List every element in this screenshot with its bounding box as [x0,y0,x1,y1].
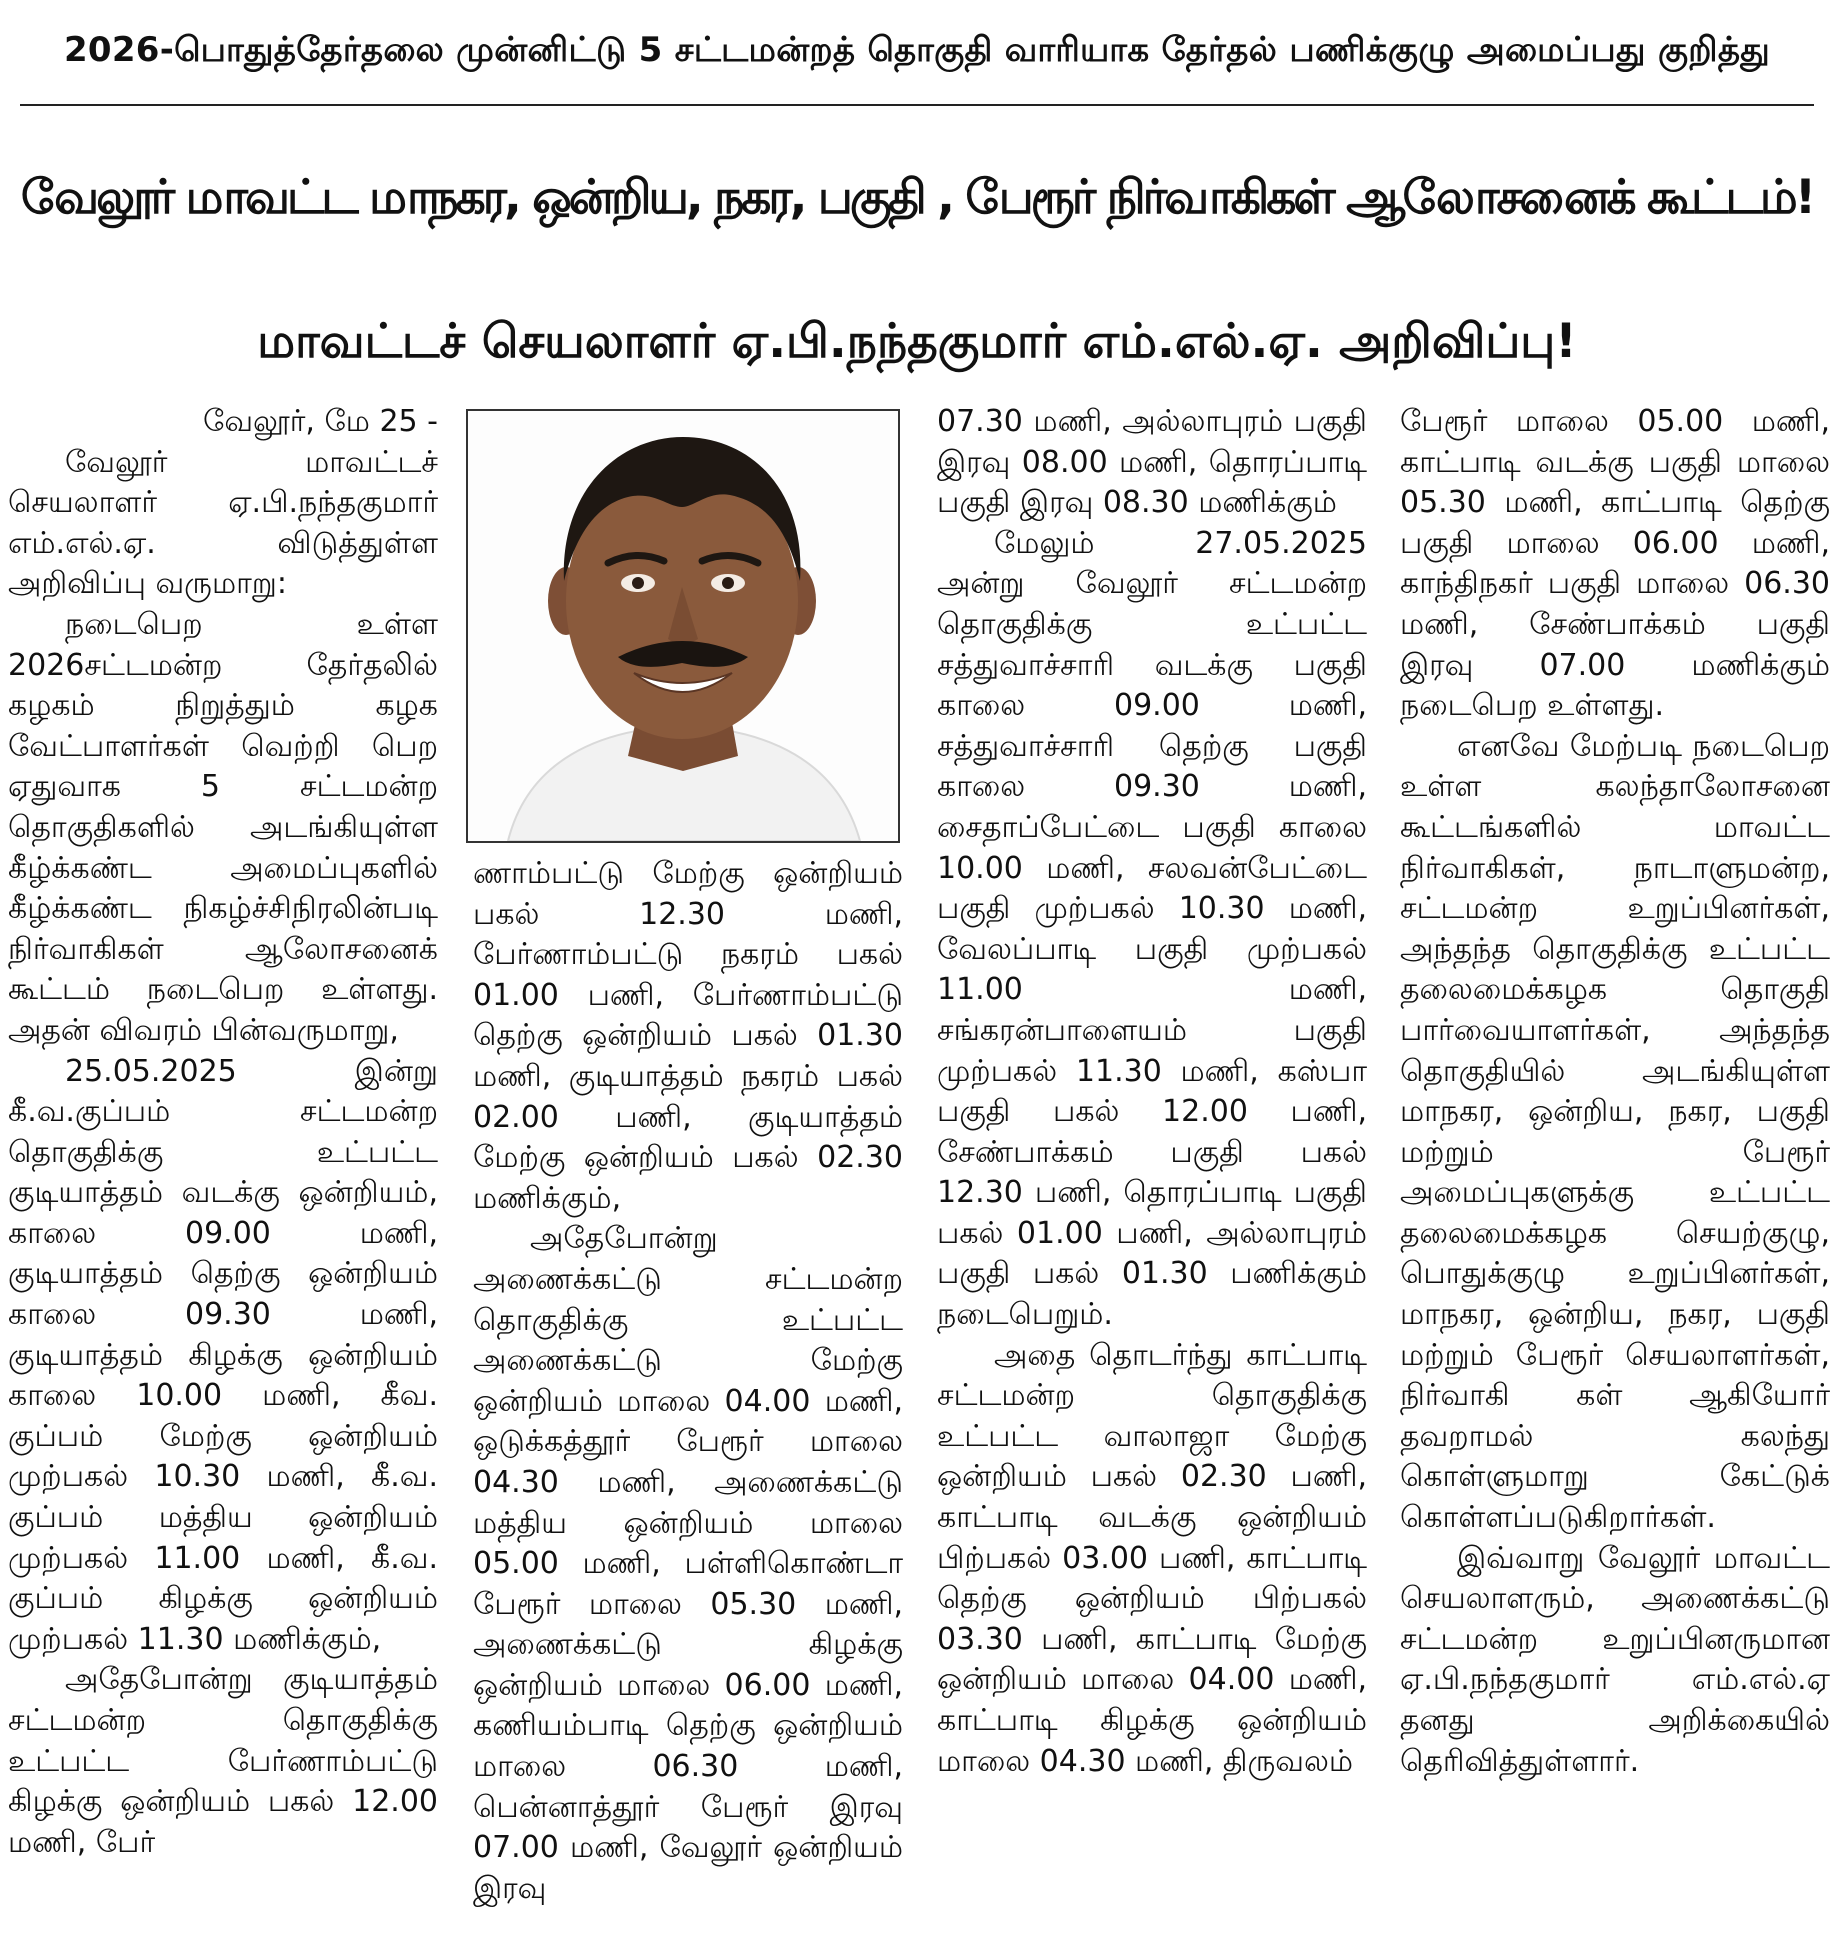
paragraph: நடைபெற உள்ள 2026சட்டமன்ற தேர்தலில் கழகம் நிறுத்தும் கழக வேட்பாளர்கள் வெற்றி பெற ஏதுவாக 5 சட்டமன்ற தொகுதிகளில் அடங்கியுள்ள கீழ்க்கண்ட அமைப்புகளில் கீழ்க்கண்ட நிகழ்ச்சிநிரலின்படி நிர்வாகிகள் ஆலோசனைக் கூட்டம் நடைபெற உள்ளது. அதன் விவரம் பின்வருமாறு, [8,606,438,1048]
paragraph: பேரூர் மாலை 05.00 மணி, காட்பாடி வடக்கு பகுதி மாலை 05.30 மணி, காட்பாடி தெற்கு பகுதி மாலை 06.00 மணி, காந்திநகர் பகுதி மாலை 06.30 மணி, சேண்பாக்கம் பகுதி இரவு 07.00 மணிக்கும் நடைபெற உள்ளது. [1400,404,1830,724]
paragraph: அதேபோன்று அணைக்கட்டு சட்டமன்ற தொகுதிக்கு உட்பட்ட அணைக்கட்டு மேற்கு ஒன்றியம் மாலை 04.00 மணி, ஒடுக்கத்தூர் பேரூர் மாலை 04.30 மணி, அணைக்கட்டு மத்திய ஒன்றியம் மாலை 05.00 மணி, பள்ளிகொண்டா பேரூர் மாலை 05.30 மணி, அணைக்கட்டு கிழக்கு ஒன்றியம் மாலை 06.00 மணி, கணியம்பாடி தெற்கு ஒன்றியம் மாலை 06.30 மணி, பென்னாத்தூர் பேரூர் இரவு 07.00 மணி, வேலூர் ஒன்றியம் இரவு [473,1221,903,1906]
paragraph: அதை தொடர்ந்து காட்பாடி சட்டமன்ற தொகுதிக்கு உட்பட்ட வாலாஜா மேற்கு ஒன்றியம் பகல் 02.30 பணி, காட்பாடி வடக்கு ஒன்றியம் பிற்பகல் 03.00 பணி, காட்பாடி தெற்கு ஒன்றியம் பிற்பகல் 03.30 பணி, காட்பாடி மேற்கு ஒன்றியம் மாலை 04.00 மணி, காட்பாடி கிழக்கு ஒன்றியம் மாலை 04.30 மணி, திருவலம் [937,1337,1367,1779]
person-portrait-icon [468,411,898,841]
article-column-3 [937,402,1367,1942]
article-column-4 [1400,402,1830,1942]
main-headline: வேலூர் மாவட்ட மாநகர, ஒன்றிய, நகர, பகுதி , பேரூர் நிர்வாகிகள் ஆலோசனைக் கூட்டம்! [20,169,1814,225]
portrait-photo [466,409,900,843]
article-column-1 [8,402,438,1942]
paragraph: அதேபோன்று குடியாத்தம் சட்டமன்ற தொகுதிக்கு உட்பட்ட பேர்ணாம்பட்டு கிழக்கு ஒன்றியம் பகல் 12.00 மணி, பேர் [8,1662,438,1860]
paragraph: இவ்வாறு வேலூர் மாவட்ட செயலாளரும், அணைக்கட்டு சட்டமன்ற உறுப்பினருமான ஏ.பி.நந்தகுமார் எம்.எல்.ஏ தனது அறிக்கையில் தெரிவித்துள்ளார். [1400,1540,1830,1779]
paragraph: வேலூர் மாவட்டச் செயலாளர் ஏ.பி.நந்தகுமார் எம்.எல்.ஏ. விடுத்துள்ள அறிவிப்பு வருமாறு: [8,444,438,602]
paragraph: மேலும் 27.05.2025 அன்று வேலூர் சட்டமன்ற தொகுதிக்கு உட்பட்ட சத்துவாச்சாரி வடக்கு பகுதி காலை 09.00 மணி, சத்துவாச்சாரி தெற்கு பகுதி காலை 09.30 மணி, சைதாப்பேட்டை பகுதி காலை 10.00 மணி, சலவன்பேட்டை பகுதி முற்பகல் 10.30 மணி, வேலப்பாடி பகுதி முற்பகல் 11.00 மணி, சங்கரன்பாளையம் பகுதி முற்பகல் 11.30 மணி, கஸ்பா பகுதி பகல் 12.00 பணி, சேண்பாக்கம் பகுதி பகல் 12.30 பணி, தொரப்பாடி பகுதி பகல் 01.00 பணி, அல்லாபுரம் பகுதி பகல் 01.30 பணிக்கும் நடைபெறும். [937,525,1367,1333]
paragraph: 25.05.2025 இன்று கீ.வ.குப்பம் சட்டமன்ற தொகுதிக்கு உட்பட்ட குடியாத்தம் வடக்கு ஒன்றியம், காலை 09.00 மணி, குடியாத்தம் தெற்கு ஒன்றியம் காலை 09.30 மணி, குடியாத்தம் கிழக்கு ஒன்றியம் காலை 10.00 மணி, கீவ. குப்பம் மேற்கு ஒன்றியம் முற்பகல் 10.30 மணி, கீ.வ. குப்பம் மத்திய ஒன்றியம் முற்பகல் 11.00 மணி, கீ.வ. குப்பம் கிழக்கு ஒன்றியம் முற்பகல் 11.30 மணிக்கும், [8,1053,438,1657]
kicker-headline: 2026-பொதுத்தேர்தலை முன்னிட்டு 5 சட்டமன்றத் தொகுதி வாரியாக தேர்தல் பணிக்குழு அமைப்பது குறித்து [63,30,1771,70]
paragraph: ணாம்பட்டு மேற்கு ஒன்றியம் பகல் 12.30 மணி, பேர்ணாம்பட்டு நகரம் பகல் 01.00 பணி, பேர்ணாம்பட்டு தெற்கு ஒன்றியம் பகல் 01.30 மணி, குடியாத்தம் நகரம் பகல் 02.00 பணி, குடியாத்தம் மேற்கு ஒன்றியம் பகல் 02.30 மணிக்கும், [473,856,903,1216]
sub-headline: மாவட்டச் செயலாளர் ஏ.பி.நந்தகுமார் எம்.எல்.ஏ. அறிவிப்பு! [257,313,1577,369]
top-divider [20,104,1814,106]
paragraph: 07.30 மணி, அல்லாபுரம் பகுதி இரவு 08.00 மணி, தொரப்பாடி பகுதி இரவு 08.30 மணிக்கும் [937,404,1367,521]
dateline: வேலூர், மே 25 - [203,404,438,439]
article-column-2 [473,854,903,1942]
paragraph: எனவே மேற்படி நடைபெற உள்ள கலந்தாலோசனை கூட்டங்களில் மாவட்ட நிர்வாகிகள், நாடாளுமன்ற, சட்டமன்ற உறுப்பினர்கள், அந்தந்த தொகுதிக்கு உட்பட்ட தலைமைக்கழக தொகுதி பார்வையாளர்கள், அந்தந்த தொகுதியில் அடங்கியுள்ள மாநகர, ஒன்றிய, நகர, பகுதி மற்றும் பேரூர் அமைப்புகளுக்கு உட்பட்ட தலைமைக்கழக செயற்குழு, பொதுக்குழு உறுப்பினர்கள், மாநகர, ஒன்றிய, நகர, பகுதி மற்றும் பேரூர் செயலாளர்கள், நிர்வாகி கள் ஆகியோர் தவறாமல் கலந்து கொள்ளுமாறு கேட்டுக் கொள்ளப்படுகிறார்கள். [1400,728,1830,1536]
